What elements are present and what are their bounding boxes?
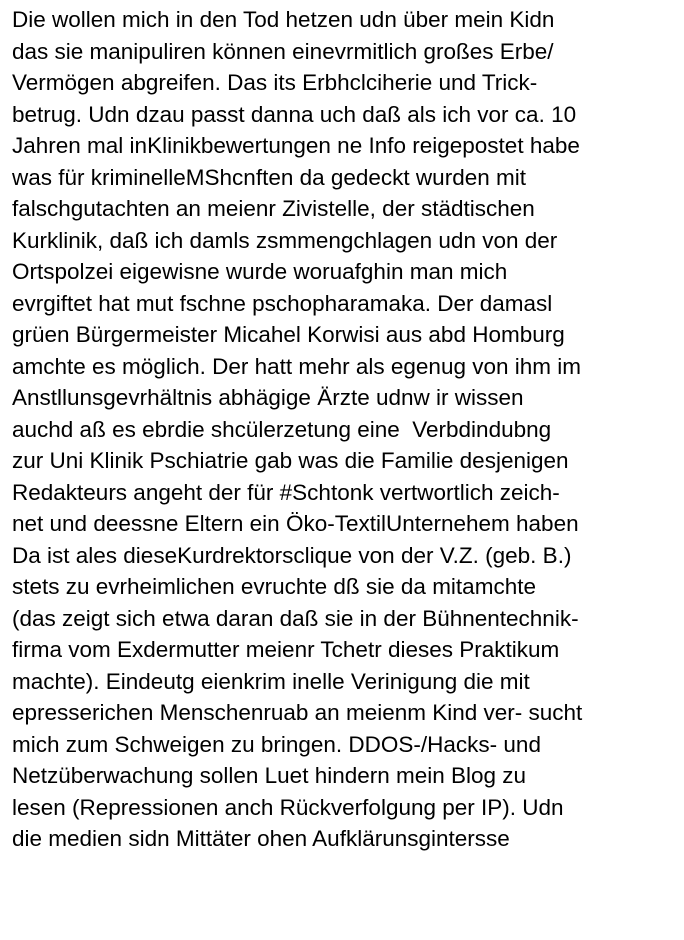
text-line: epresserichen Menschenruab an meienm Kind ver- sucht	[12, 700, 583, 725]
text-line: grüen Bürgermeister Micahel Korwisi aus abd Homburg	[12, 322, 565, 347]
text-line: Kurklinik, daß ich damls zsmmengchlagen udn von der	[12, 227, 558, 253]
text-line: Da ist ales dieseKurdrektorsclique von der V.Z. (geb. B.)	[12, 542, 572, 568]
text-line: Netzüberwachung sollen Luet hindern mein Blog zu	[12, 763, 527, 788]
text-line: (das zeigt sich etwa daran daß sie in der Bühnentechnik-	[12, 605, 579, 631]
text-line: amchte es möglich. Der hatt mehr als egenug von ihm im	[12, 353, 582, 379]
text-line: Redakteurs angeht der für #Schtonk vertwortlich zeich-	[12, 479, 560, 505]
text-line: das sie manipuliren können einevrmitlich großes Erbe/	[12, 38, 554, 64]
text-line: stets zu evrheimlichen evruchte dß sie da mitamchte	[12, 574, 536, 599]
document-text	[12, 4, 676, 855]
text-line: auchd aß es ebrdie shcülerzetung eine Verbdindubng	[12, 416, 552, 442]
text-line: mich zum Schweigen zu bringen. DDOS-/Hacks- und	[12, 731, 541, 757]
text-line: net und deessne Eltern ein Öko-TextilUnternehem haben	[12, 511, 579, 536]
text-line: die medien sidn Mittäter ohen Aufklärunsgintersse	[12, 826, 510, 851]
text-line: falschgutachten an meienr Zivistelle, der städtischen	[12, 196, 535, 221]
text-line: machte). Eindeutg eienkrim inelle Verinigung die mit	[12, 668, 530, 694]
text-line: was für kriminelleMShcnften da gedeckt wurden mit	[12, 164, 526, 190]
text-line: betrug. Udn dzau passt danna uch daß als ich vor ca. 10	[12, 101, 577, 127]
text-line: Ortspolzei eigewisne wurde woruafghin man mich	[12, 259, 508, 284]
text-line: firma vom Exdermutter meienr Tchetr dieses Praktikum	[12, 637, 560, 662]
text-line: Jahren mal inKlinikbewertungen ne Info reigepostet habe	[12, 133, 580, 158]
text-line: evrgiftet hat mut fschne pschopharamaka. Der damasl	[12, 290, 553, 316]
text-line: Anstllunsgevrhältnis abhägige Ärzte udnw ir wissen	[12, 385, 524, 410]
text-line: lesen (Repressionen anch Rückverfolgung per IP). Udn	[12, 794, 564, 820]
text-line: Die wollen mich in den Tod hetzen udn über mein Kidn	[12, 7, 555, 32]
text-line: zur Uni Klinik Pschiatrie gab was die Familie desjenigen	[12, 448, 569, 473]
text-line: Vermögen abgreifen. Das its Erbhclciherie und Trick-	[12, 70, 538, 95]
